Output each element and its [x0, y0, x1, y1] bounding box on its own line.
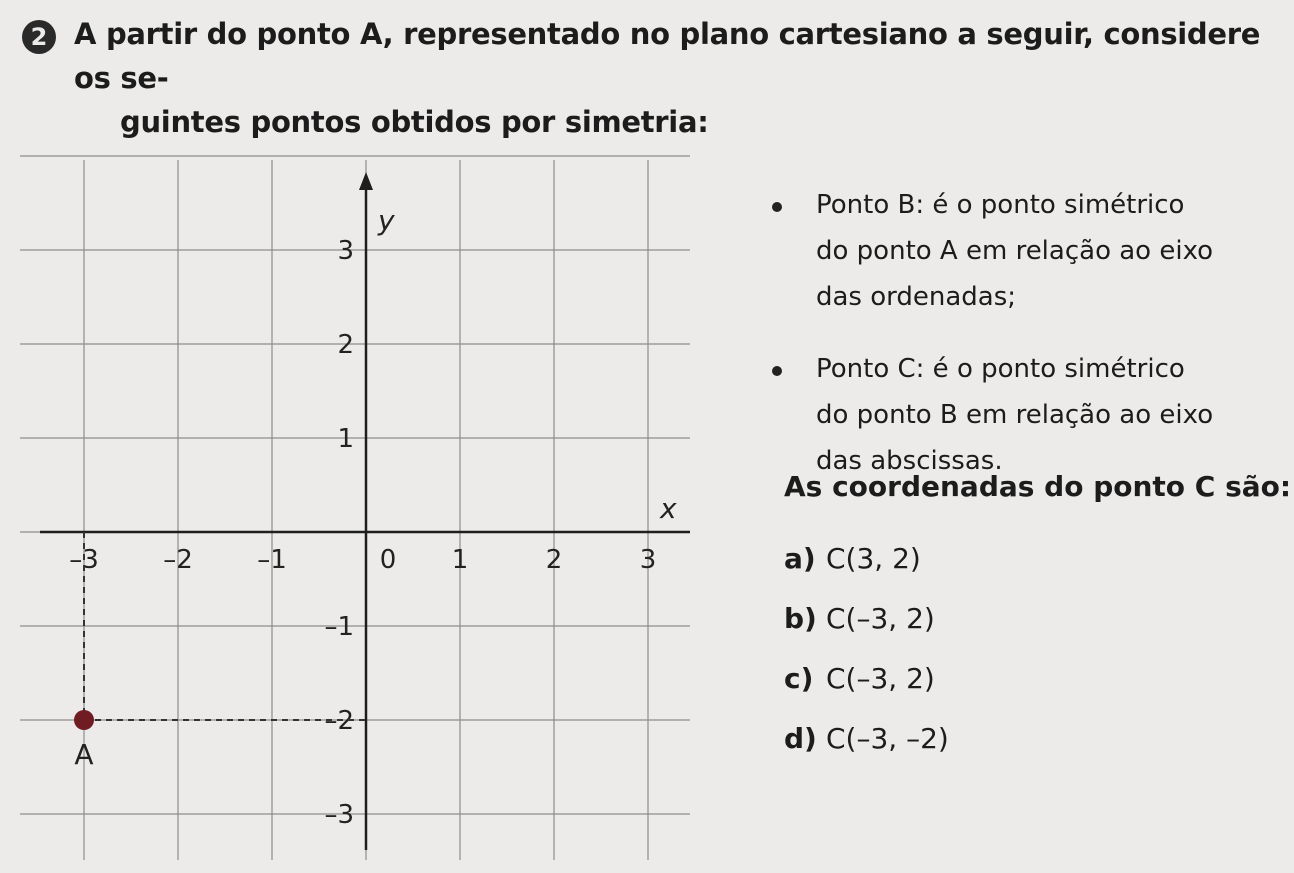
bullet-dot-icon — [772, 202, 782, 212]
x-tick-label: –2 — [163, 545, 193, 575]
condition-point-c — [770, 346, 1270, 484]
option-letter: a) — [784, 541, 816, 575]
point-a-label: A — [74, 738, 94, 771]
question-number-badge: 2 — [22, 20, 56, 54]
point-group — [74, 532, 366, 771]
x-tick-label: 2 — [545, 545, 563, 575]
condition-c-line-3: das abscissas. — [816, 446, 1003, 476]
answer-options — [784, 528, 949, 768]
cartesian-plane — [0, 150, 740, 870]
option-text: C(3, 2) — [826, 541, 921, 575]
option-c[interactable] — [784, 648, 949, 708]
y-tick-label: –1 — [324, 612, 354, 642]
y-tick-label: 2 — [337, 330, 354, 360]
condition-c-line-2: do ponto B em relação ao eixo — [816, 400, 1214, 430]
option-letter: b) — [784, 601, 817, 635]
condition-b-line-3: das ordenadas; — [816, 282, 1017, 312]
y-tick-label: 1 — [337, 424, 354, 454]
option-b[interactable] — [784, 588, 949, 648]
option-text: C(–3, 2) — [826, 601, 935, 635]
symmetry-conditions — [770, 182, 1270, 510]
x-tick-label: 0 — [379, 545, 397, 575]
option-text: C(–3, 2) — [826, 661, 935, 695]
y-axis-arrow-icon — [359, 172, 373, 190]
condition-c-line-1: Ponto C: é o ponto simétrico — [816, 354, 1185, 384]
condition-b-line-2: do ponto A em relação ao eixo — [816, 236, 1214, 266]
y-tick-label: –2 — [324, 706, 354, 736]
statement-line-2: guintes pontos obtidos por simetria: — [120, 105, 709, 139]
option-letter: d) — [784, 721, 817, 755]
x-tick-label: 3 — [639, 545, 657, 575]
option-d[interactable] — [784, 708, 949, 768]
y-tick-label: –3 — [324, 800, 354, 830]
bullet-dot-icon — [772, 366, 782, 376]
y-tick-label: 3 — [337, 236, 354, 266]
y-axis-label: y — [378, 204, 395, 237]
x-tick-label: –3 — [69, 545, 99, 575]
point-a-marker — [74, 710, 94, 730]
question-statement — [74, 12, 1284, 144]
option-text: C(–3, –2) — [826, 721, 949, 755]
condition-b-line-1: Ponto B: é o ponto simétrico — [816, 190, 1185, 220]
option-letter: c) — [784, 661, 814, 695]
statement-line-1: A partir do ponto A, representado no plano cartesiano a seguir, considere os se- — [74, 17, 1261, 95]
x-tick-label: 1 — [451, 545, 469, 575]
axes — [40, 172, 690, 850]
x-axis-label: x — [660, 492, 677, 525]
question-prompt: As coordenadas do ponto C são: — [784, 470, 1292, 503]
x-tick-label: –1 — [257, 545, 287, 575]
condition-point-b — [770, 182, 1270, 320]
option-a[interactable] — [784, 528, 949, 588]
